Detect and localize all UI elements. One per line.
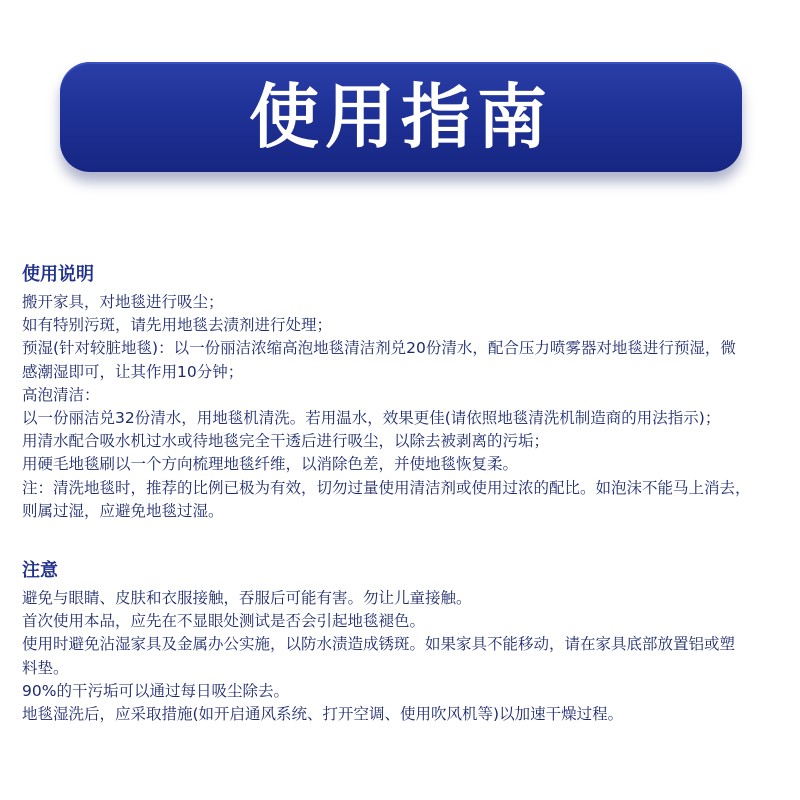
instruction-line: 用清水配合吸水机过水或待地毯完全干透后进行吸尘，以除去被剥离的污垢； bbox=[22, 432, 550, 451]
precaution-line: 料垫。 bbox=[22, 658, 69, 677]
instruction-line: 注：清洗地毯时，推荐的比例已极为有效，切勿过量使用清洁剂或使用过浓的配比。如泡沫不能马上消去， bbox=[22, 478, 751, 497]
precaution-line: 首次使用本品，应先在不显眼处测试是否会引起地毯褪色。 bbox=[22, 612, 426, 631]
precaution-line: 避免与眼睛、皮肤和衣服接触，吞服后可能有害。勿让儿童接触。 bbox=[22, 589, 472, 607]
usage-instructions-section bbox=[22, 262, 782, 523]
instruction-line: 搬开家具，对地毯进行吸尘； bbox=[22, 293, 224, 311]
instruction-line: 预湿(针对较脏地毯)：以一份丽洁浓缩高泡地毯清洁剂兑20份清水，配合压力喷雾器对地毯进行预湿，微 bbox=[22, 339, 736, 358]
title-banner bbox=[60, 62, 742, 172]
instruction-line: 用硬毛地毯刷以一个方向梳理地毯纤维，以消除色差，并使地毯恢复柔。 bbox=[22, 455, 519, 474]
precautions-section bbox=[22, 558, 782, 726]
precaution-line: 地毯湿洗后，应采取措施(如开启通风系统、打开空调、使用吹风机等)以加速干燥过程。 bbox=[22, 705, 624, 724]
instruction-line: 以一份丽洁兑32份清水，用地毯机清洗。若用温水，效果更佳(请依照地毯清洗机制造商的用法指示)； bbox=[22, 409, 721, 428]
instruction-line: 高泡清洁： bbox=[22, 385, 100, 404]
usage-instructions-heading: 使用说明 bbox=[22, 264, 94, 285]
instruction-line: 则属过湿，应避免地毯过湿。 bbox=[22, 501, 224, 520]
instruction-line: 如有特别污斑，请先用地毯去渍剂进行处理； bbox=[22, 316, 333, 335]
precaution-line: 90%的干污垢可以通过每日吸尘除去。 bbox=[22, 681, 289, 700]
precautions-heading: 注意 bbox=[22, 560, 58, 581]
instruction-line: 感潮湿即可，让其作用10分钟； bbox=[22, 362, 244, 381]
precaution-line: 使用时避免沾湿家具及金属办公实施，以防水渍造成锈斑。如果家具不能移动，请在家具底部放置铝或塑 bbox=[22, 635, 736, 654]
page-title: 使用指南 bbox=[249, 76, 553, 158]
